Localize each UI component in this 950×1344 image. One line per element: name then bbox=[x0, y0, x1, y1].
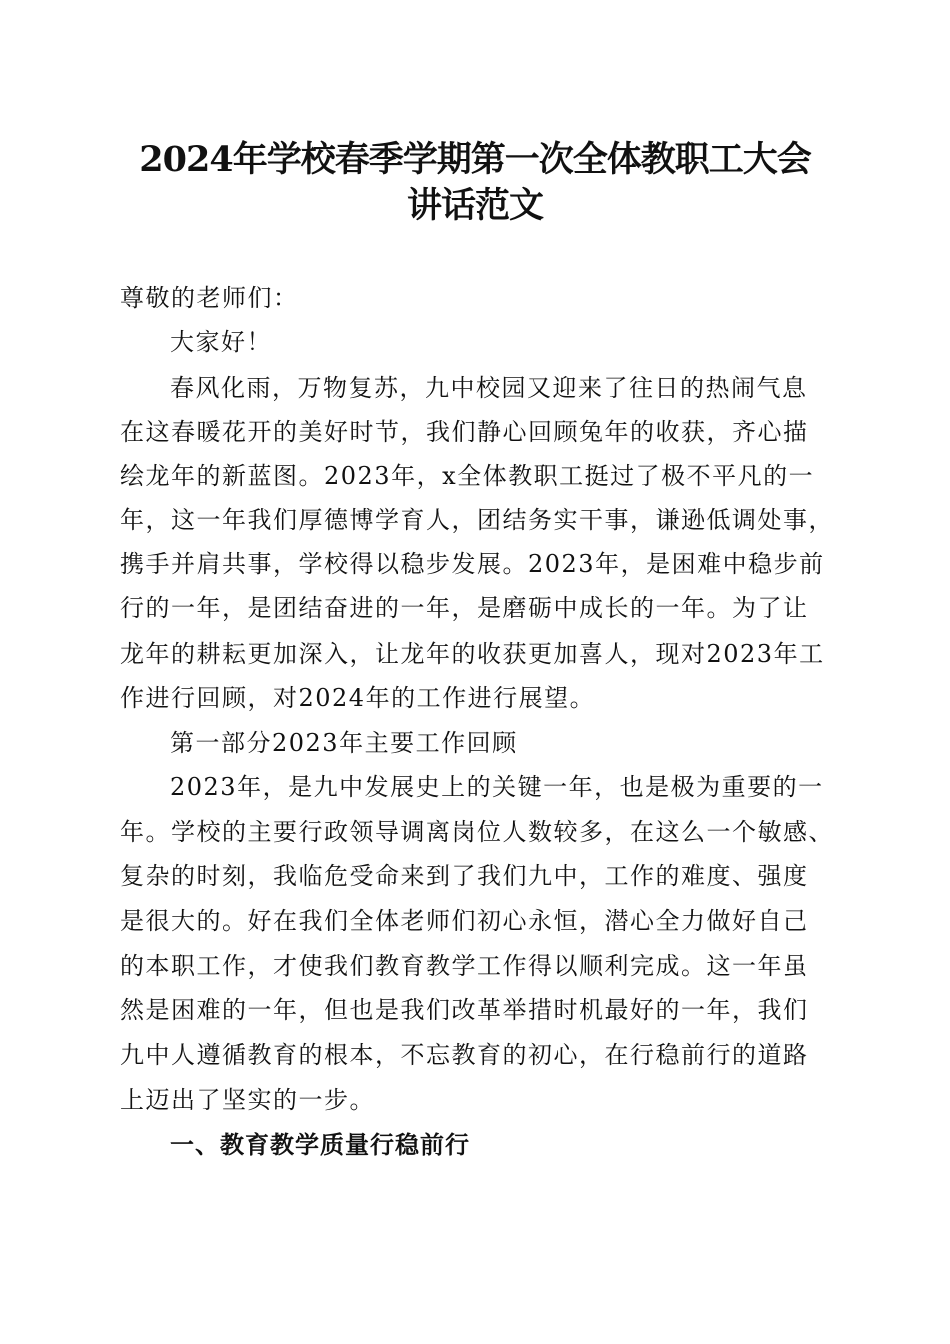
document-title-line-1: 2024年学校春季学期第一次全体教职工大会 bbox=[139, 139, 811, 180]
paragraph-2-line: 复杂的时刻，我临危受命来到了我们九中，工作的难度、强度 bbox=[120, 862, 809, 890]
paragraph-2-line: 的本职工作，才使我们教育教学工作得以顺利完成。这一年虽 bbox=[120, 952, 809, 980]
paragraph-2-line: 是很大的。好在我们全体老师们初心永恒，潜心全力做好自己 bbox=[120, 907, 809, 935]
section-heading: 第一部分2023年主要工作回顾 bbox=[170, 729, 518, 757]
paragraph-2-line: 然是困难的一年，但也是我们改革举措时机最好的一年，我们 bbox=[120, 996, 809, 1024]
paragraph-1-line: 行的一年，是团结奋进的一年，是磨砺中成长的一年。为了让 bbox=[120, 594, 809, 622]
paragraph-1-line: 绘龙年的新蓝图。2023年，x全体教职工挺过了极不平凡的一 bbox=[120, 462, 815, 490]
paragraph-1-line: 年，这一年我们厚德博学育人，团结务实干事，谦逊低调处事， bbox=[120, 506, 834, 534]
greeting: 大家好！ bbox=[170, 328, 272, 356]
paragraph-1-line: 龙年的耕耘更加深入，让龙年的收获更加喜人，现对2023年工 bbox=[120, 640, 825, 668]
paragraph-1-line: 作进行回顾，对2024年的工作进行展望。 bbox=[120, 684, 596, 712]
salutation: 尊敬的老师们： bbox=[120, 284, 299, 312]
paragraph-2-line: 2023年，是九中发展史上的关键一年，也是极为重要的一 bbox=[170, 773, 824, 801]
subheading: 一、教育教学质量行稳前行 bbox=[170, 1131, 470, 1159]
paragraph-1-line: 携手并肩共事，学校得以稳步发展。2023年，是困难中稳步前 bbox=[120, 550, 825, 578]
document-title-line-2: 讲话范文 bbox=[406, 185, 543, 226]
paragraph-2-line: 上迈出了坚实的一步。 bbox=[120, 1086, 375, 1114]
paragraph-1-line: 春风化雨，万物复苏，九中校园又迎来了往日的热闹气息 bbox=[170, 374, 808, 402]
paragraph-1-line: 在这春暖花开的美好时节，我们静心回顾兔年的收获，齐心描 bbox=[120, 418, 809, 446]
paragraph-2-line: 年。学校的主要行政领导调离岗位人数较多，在这么一个敏感、 bbox=[120, 818, 834, 846]
paragraph-2-line: 九中人遵循教育的根本，不忘教育的初心，在行稳前行的道路 bbox=[120, 1041, 809, 1069]
